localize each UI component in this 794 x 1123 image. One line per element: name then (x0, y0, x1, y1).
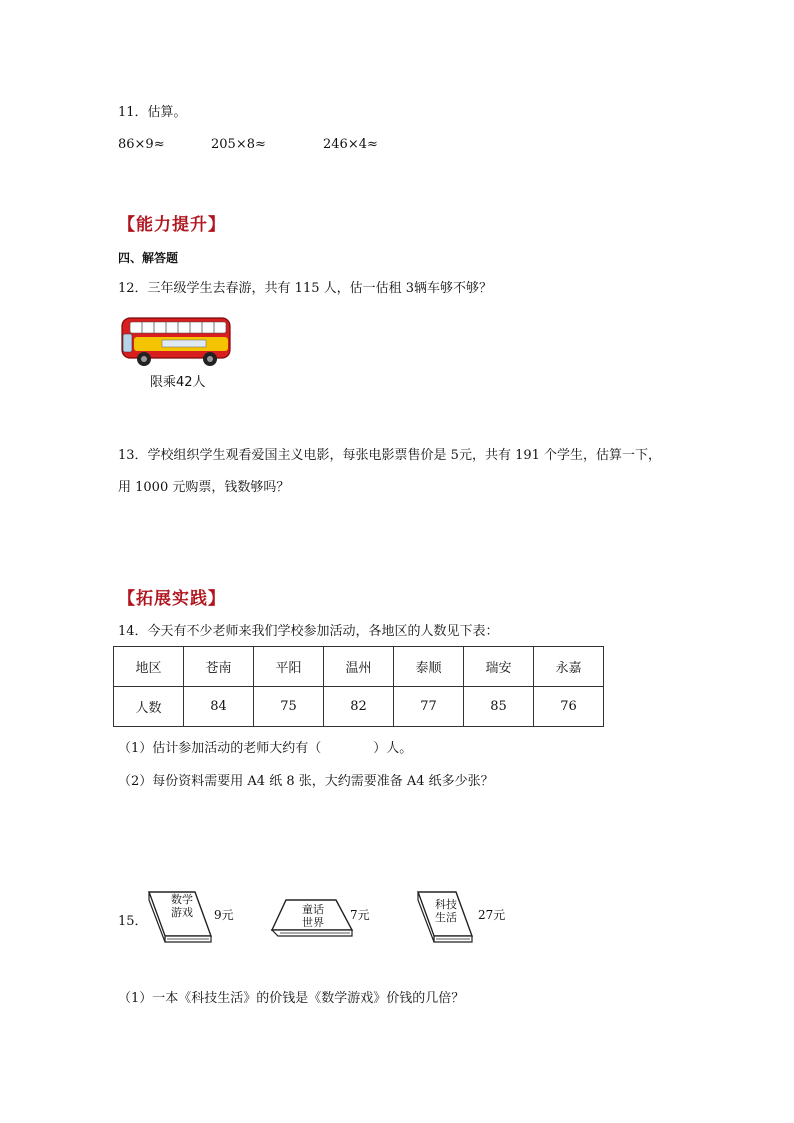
q13-line-2: 用 1000 元购票，钱数够吗？ (118, 480, 290, 495)
region-table (113, 646, 604, 727)
table-cell: 泰顺 (394, 647, 464, 687)
book-title-math-games: 数学 游戏 (171, 893, 193, 919)
table-cell: 77 (394, 687, 464, 727)
q12-text: 12．三年级学生去春游，共有 115 人，估一估租 3辆车够不够？ (118, 281, 493, 296)
table-cell: 84 (184, 687, 254, 727)
table-cell: 人数 (114, 687, 184, 727)
table-cell: 苍南 (184, 647, 254, 687)
table-cell: 85 (464, 687, 534, 727)
q14-text: 14．今天有不少老师来我们学校参加活动，各地区的人数见下表： (118, 624, 499, 639)
book-price: 27元 (478, 908, 506, 922)
table-row (114, 687, 604, 727)
q14-sub-1: （1）估计参加活动的老师大约有（ ）人。 (118, 741, 413, 756)
book-price: 9元 (214, 908, 234, 922)
table-cell: 永嘉 (534, 647, 604, 687)
table-cell: 地区 (114, 647, 184, 687)
q15-sub-1: （1）一本《科技生活》的价钱是《数学游戏》价钱的几倍？ (118, 991, 465, 1006)
table-cell: 75 (254, 687, 324, 727)
table-cell: 瑞安 (464, 647, 534, 687)
section-title-ability: 【能力提升】 (118, 215, 226, 235)
book-price: 7元 (350, 908, 370, 922)
bus-caption: 限乘42人 (150, 375, 206, 390)
q13-line-1: 13．学校组织学生观看爱国主义电影，每张电影票售价是 5元，共有 191 个学生，估算一下， (118, 448, 662, 463)
q11-item-1: 86×9≈ (118, 137, 165, 152)
q15-number: 15． (118, 914, 148, 929)
q11-item-3: 246×4≈ (323, 137, 378, 152)
table-cell: 温州 (324, 647, 394, 687)
q14-sub-2: （2）每份资料需要用 A4 纸 8 张，大约需要准备 A4 纸多少张？ (118, 774, 494, 789)
book-title-tech-life: 科技 生活 (435, 898, 457, 924)
table-cell: 76 (534, 687, 604, 727)
bus-icon (120, 315, 234, 371)
section-title-practice: 【拓展实践】 (118, 589, 226, 609)
table-cell: 平阳 (254, 647, 324, 687)
table-row (114, 647, 604, 687)
book-title-fairy-world: 童话 世界 (302, 903, 324, 929)
part4-title: 四、解答题 (118, 251, 179, 265)
q11-title: 11．估算。 (118, 105, 187, 120)
q11-item-2: 205×8≈ (211, 137, 266, 152)
table-cell: 82 (324, 687, 394, 727)
